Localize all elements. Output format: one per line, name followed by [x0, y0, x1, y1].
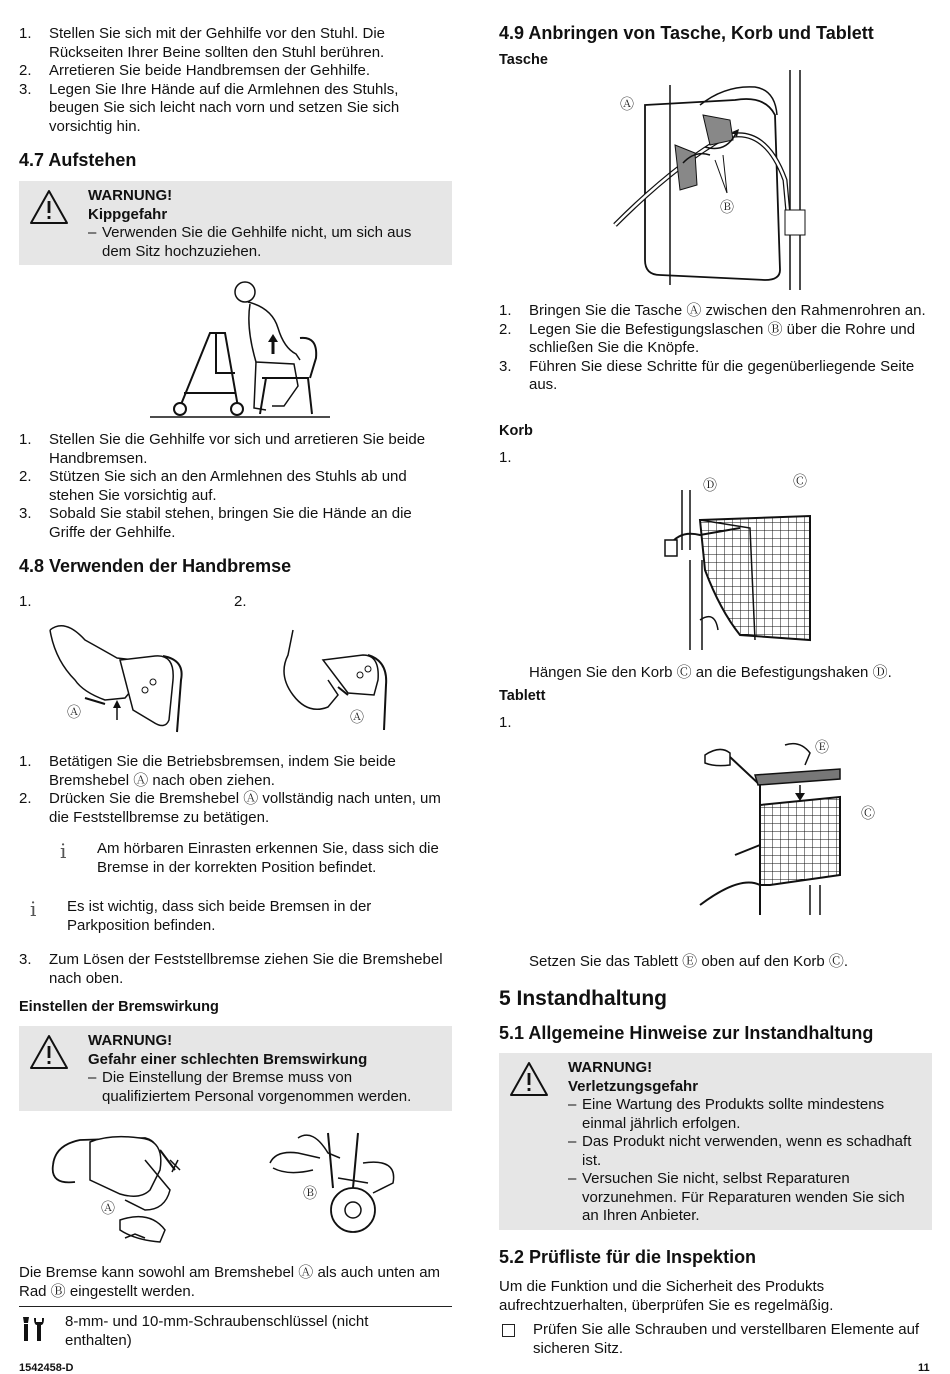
brake-lever-adjust-illustration [50, 1130, 200, 1245]
inspection-check-item: Prüfen Sie alle Schrauben und verstellbaren Elemente auf sicheren Sitz. [533, 1321, 920, 1357]
basket-illustration [660, 490, 830, 650]
checkbox-icon [502, 1324, 515, 1337]
release-step [19, 951, 452, 988]
warning-item: – Verwenden Sie die Gehhilfe nicht, um sich aus dem Sitz hochzuziehen. [88, 224, 442, 261]
callout-c: Ⓒ [793, 473, 807, 489]
wrench-screwdriver-icon [22, 1316, 44, 1342]
list-item: 1. Stellen Sie sich mit der Gehhilfe vor den Stuhl. Die Rückseiten Ihrer Beine sollten den Stuhl berühren. [19, 25, 385, 61]
callout-a: Ⓐ [620, 96, 634, 112]
warning-triangle-icon [509, 1061, 549, 1097]
list-item: 2. Legen Sie die Befestigungslaschen Ⓑ über die Rohre und schließen Sie die Knöpfe. [499, 320, 916, 356]
tray-illustration [700, 735, 870, 915]
subsection-title: Einstellen der Bremswirkung [19, 999, 219, 1015]
warning-item: – Die Einstellung der Bremse muss von qualifiziertem Personal vorgenommen werden. [88, 1069, 442, 1106]
warning-subtitle: Verletzungsgefahr [568, 1077, 699, 1095]
figure-label-1: 1. [19, 593, 32, 610]
warning-item: – Das Produkt nicht verwenden, wenn es schadhaft ist. [568, 1133, 922, 1170]
info-icon: i [60, 839, 67, 863]
doc-id: 1542458-D [19, 1362, 74, 1374]
intro-steps [19, 25, 434, 136]
warning-item: – Versuchen Sie nicht, selbst Reparaturen vorzunehmen. Für Reparaturen wenden Sie sich an Ihren Anbieter. [568, 1170, 922, 1226]
list-item: 3. Führen Sie diese Schritte für die gegenüberliegende Seite aus. [499, 357, 915, 393]
list-item: 1. Bringen Sie die Tasche Ⓐ zwischen den Rahmenrohren an. [499, 302, 926, 319]
bag-illustration [615, 75, 815, 290]
adjust-text: Die Bremse kann sowohl am Bremshebel Ⓐ als auch unten am Rad Ⓑ eingestellt werden. [19, 1264, 441, 1300]
callout-e: Ⓔ [815, 739, 829, 755]
figure-label-2: 2. [234, 593, 247, 610]
section-title-5: 5 Instandhaltung [499, 987, 667, 1010]
tools-text: 8-mm- und 10-mm-Schraubenschlüssel (nicht enthalten) [65, 1313, 369, 1349]
step-number: 1. [499, 449, 512, 466]
warning-title: WARNUNG! [88, 1032, 173, 1049]
info-note-click: i Am hörbaren Einrasten erkennen Sie, dass sich die Bremse in der korrekten Position befindet. [60, 839, 439, 876]
standing-up-illustration [150, 278, 330, 420]
section-title-4-7: 4.7 Aufstehen [19, 150, 137, 170]
callout-b: Ⓑ [720, 199, 734, 215]
list-item: 3. Zum Lösen der Feststellbremse ziehen Sie die Bremshebel nach oben. [19, 951, 443, 987]
warning-triangle-icon [29, 189, 69, 225]
callout-a: Ⓐ [101, 1200, 115, 1216]
section-title-4-8: 4.8 Verwenden der Handbremse [19, 556, 292, 576]
list-item: 1. Betätigen Sie die Betriebsbremsen, indem Sie beide Bremshebel Ⓐ nach oben ziehen. [19, 753, 396, 789]
warning-title: WARNUNG! [88, 187, 173, 204]
warning-title: WARNUNG! [568, 1059, 653, 1076]
step-number: 1. [499, 714, 512, 731]
callout-a: Ⓐ [350, 709, 364, 725]
list-item: 3. Legen Sie Ihre Hände auf die Armlehnen des Stuhls, beugen Sie sich leicht nach vorn und setzen Sie sich vorsichtig hin. [19, 80, 400, 135]
callout-c: Ⓒ [861, 805, 875, 821]
section-title-5-1: 5.1 Allgemeine Hinweise zur Instandhaltung [499, 1023, 874, 1043]
section-title-4-9: 4.9 Anbringen von Tasche, Korb und Tablett [499, 23, 874, 43]
info-icon: i [30, 897, 37, 921]
warning-item: – Eine Wartung des Produkts sollte mindestens einmal jährlich erfolgen. [568, 1096, 922, 1133]
list-item: 2. Arretieren Sie beide Handbremsen der Gehhilfe. [19, 62, 371, 79]
bag-steps [499, 302, 932, 395]
warning-triangle-icon [29, 1034, 69, 1070]
info-note-both-brakes: i Es ist wichtig, dass sich beide Bremsen in der Parkposition befinden. [30, 897, 372, 934]
subsection-title-korb: Korb [499, 423, 533, 439]
warning-box-brake [19, 1026, 452, 1111]
list-item: 2. Stützen Sie sich an den Armlehnen des Stuhls ab und stehen Sie vorsichtig auf. [19, 468, 407, 504]
warning-box-kippgefahr [19, 181, 452, 265]
wheel-adjust-illustration [268, 1128, 418, 1238]
tray-text: Setzen Sie das Tablett Ⓔ oben auf den Korb Ⓒ. [529, 953, 849, 970]
callout-a: Ⓐ [67, 704, 81, 720]
subsection-title-tasche: Tasche [499, 52, 548, 68]
basket-text: Hängen Sie den Korb Ⓒ an die Befestigungshaken Ⓓ. [529, 664, 892, 681]
page-number: 11 [918, 1362, 930, 1374]
subsection-title-tablett: Tablett [499, 688, 546, 704]
warning-subtitle: Kippgefahr [88, 205, 168, 223]
callout-b: Ⓑ [303, 1185, 317, 1201]
brake-push-down-illustration [268, 625, 413, 735]
list-item: 2. Drücken Sie die Bremshebel Ⓐ vollständig nach unten, um die Feststellbremse zu betätigen. [19, 790, 441, 826]
warning-box-injury [499, 1053, 932, 1230]
standing-steps [19, 431, 452, 542]
inspection-text: Um die Funktion und die Sicherheit des Produkts aufrechtzuerhalten, überprüfen Sie es regelmäßig. [499, 1278, 834, 1314]
list-item: 1. Stellen Sie die Gehhilfe vor sich und arretieren Sie beide Handbremsen. [19, 431, 426, 467]
callout-d: Ⓓ [703, 477, 717, 493]
section-title-5-2: 5.2 Prüfliste für die Inspektion [499, 1247, 757, 1267]
list-item: 3. Sobald Sie stabil stehen, bringen Sie die Hände an die Griffe der Gehhilfe. [19, 505, 412, 541]
divider [19, 1306, 452, 1307]
brake-steps [19, 753, 452, 827]
warning-subtitle: Gefahr einer schlechten Bremswirkung [88, 1050, 368, 1068]
